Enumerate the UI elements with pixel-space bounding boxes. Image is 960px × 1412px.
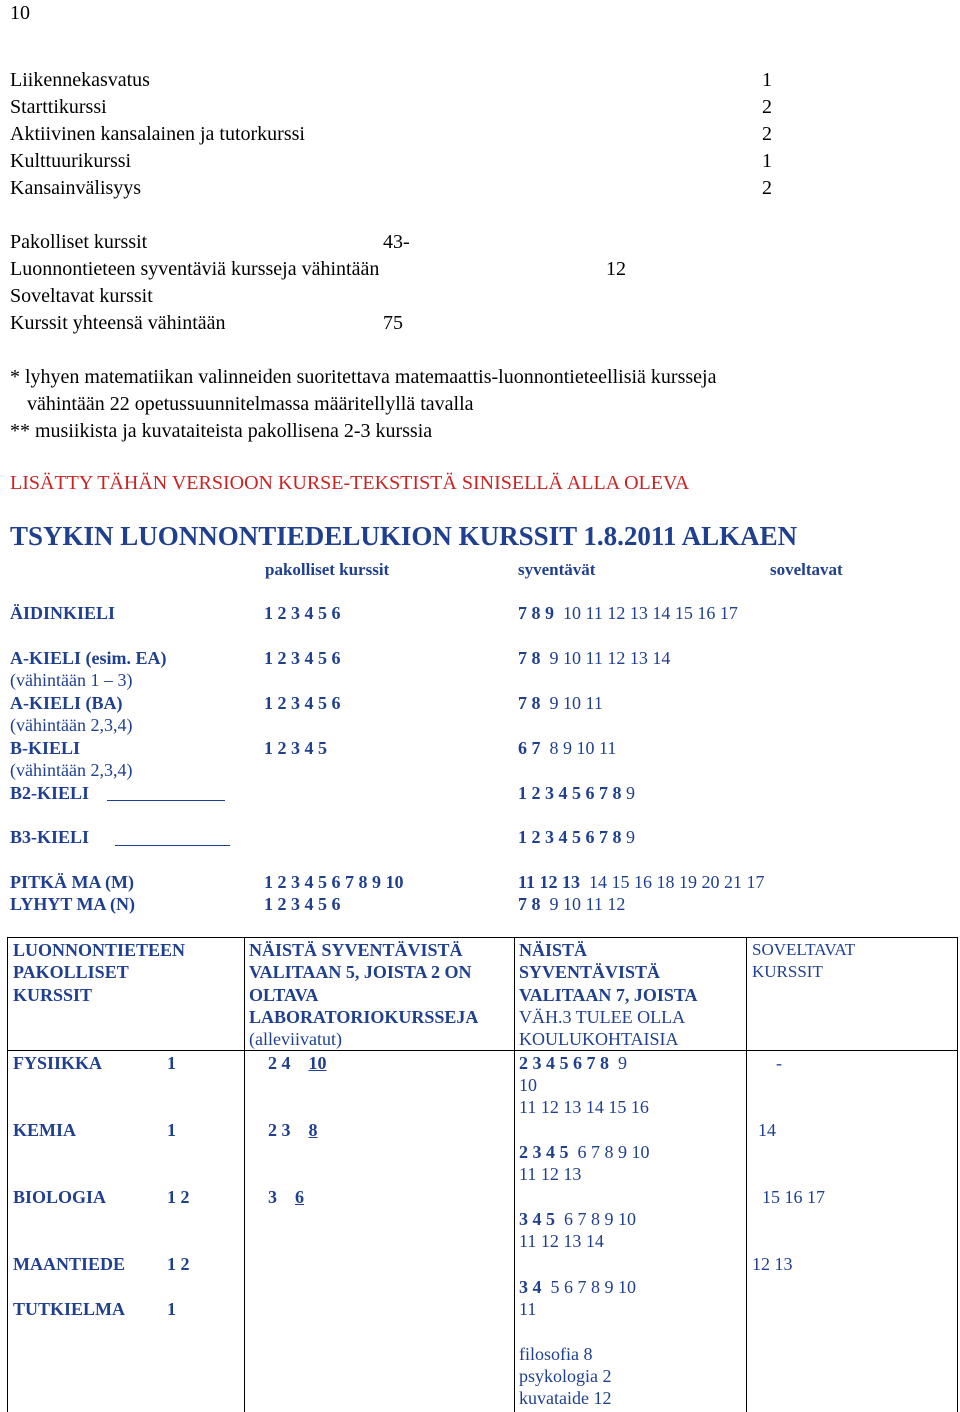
table-header-col3: NÄISTÄ	[519, 940, 588, 960]
deep-courses: 7 8 9 10 11 12 13 14	[518, 648, 671, 668]
subject-note: (vähintään 2,3,4)	[10, 715, 133, 735]
school-courses: 3 4 5 6 7 8 9 10	[519, 1209, 636, 1229]
list-item-label: Starttikurssi	[10, 96, 107, 118]
table-header-col1: LUONNONTIETEEN	[13, 940, 186, 960]
subject-name: KEMIA	[13, 1120, 76, 1140]
mandatory-courses: 1 2 3 4 5 6	[264, 603, 341, 623]
extra-course: filosofia 8	[519, 1344, 593, 1364]
added-note: LISÄTTY TÄHÄN VERSIOON KURSE-TEKSTISTÄ SINISELLÄ ALLA OLEVA	[10, 472, 690, 494]
table-header-col2-note: (alleviivatut)	[249, 1029, 342, 1049]
mandatory-courses: 1 2 3 4 5 6	[264, 894, 341, 914]
subject-name: B2-KIELI	[10, 783, 90, 803]
extra-course: psykologia 2	[519, 1366, 612, 1386]
subject-name: B3-KIELI	[10, 827, 90, 847]
table-header-col1: KURSSIT	[13, 985, 93, 1005]
mandatory-courses: 1	[167, 1120, 176, 1140]
mandatory-courses: 1 2 3 4 5 6 7 8 9 10	[264, 872, 404, 892]
school-courses: 11 12 13	[519, 1164, 582, 1184]
subject-name: MAANTIEDE	[13, 1254, 126, 1274]
summary-label: Soveltavat kurssit	[10, 285, 153, 307]
table-header-col2: OLTAVA	[249, 985, 319, 1005]
list-item-label: Liikennekasvatus	[10, 69, 150, 91]
deep-courses: 7 8 9 10 11	[518, 693, 603, 713]
table-header-col2: NÄISTÄ SYVENTÄVISTÄ	[249, 940, 463, 960]
mandatory-courses: 1 2	[167, 1187, 190, 1207]
deep-courses: 3 6	[268, 1187, 304, 1207]
blank-line	[107, 799, 225, 801]
list-item-label: Kulttuurikurssi	[10, 150, 132, 172]
summary-label: Kurssit yhteensä vähintään	[10, 312, 226, 334]
table-header-col2: LABORATORIOKURSSEJA	[249, 1007, 479, 1027]
mandatory-courses: 1	[167, 1299, 176, 1319]
table-header-col3: VÄH.3 TULEE OLLA	[519, 1007, 686, 1027]
table-header-col3: KOULUKOHTAISIA	[519, 1029, 679, 1049]
mandatory-courses: 1 2 3 4 5 6	[264, 648, 341, 668]
mandatory-courses: 1 2 3 4 5 6	[264, 693, 341, 713]
table-divider	[514, 937, 515, 1412]
table-header-col4: KURSSIT	[752, 962, 823, 981]
subject-name: ÄIDINKIELI	[10, 603, 116, 623]
table-header-col3: VALITAAN 7, JOISTA	[519, 985, 698, 1005]
list-item-label: Aktiivinen kansalainen ja tutorkurssi	[10, 123, 305, 145]
school-courses: 3 4 5 6 7 8 9 10	[519, 1277, 636, 1297]
summary-label: Luonnontieteen syventäviä kursseja vähintään	[10, 258, 380, 280]
list-item-label: Kansainvälisyys	[10, 177, 142, 199]
subject-name: LYHYT MA (N)	[10, 894, 136, 914]
table-border-top	[7, 937, 958, 938]
table-header-col4: SOVELTAVAT	[752, 940, 856, 959]
subject-note: (vähintään 1 – 3)	[10, 670, 133, 690]
mandatory-courses: 1 2	[167, 1254, 190, 1274]
school-courses: 11	[519, 1299, 537, 1319]
table-header-col1: PAKOLLISET	[13, 962, 129, 982]
subject-name: PITKÄ MA (M)	[10, 872, 134, 892]
deep-courses: 1 2 3 4 5 6 7 8 9	[518, 783, 635, 803]
applied-courses: -	[776, 1053, 782, 1073]
school-courses: 11 12 13 14 15 16	[519, 1097, 649, 1117]
applied-courses: 14	[758, 1120, 776, 1140]
subject-name: TUTKIELMA	[13, 1299, 126, 1319]
deep-courses: 7 8 9 10 11 12	[518, 894, 626, 914]
school-courses: 2 3 4 5 6 7 8 9	[519, 1053, 627, 1073]
summary-value: 12	[606, 258, 626, 280]
deep-courses: 2 3 8	[268, 1120, 318, 1140]
table-header-col3: SYVENTÄVISTÄ	[519, 962, 661, 982]
applied-courses: 12 13	[752, 1254, 793, 1274]
table-divider	[746, 937, 747, 1412]
subject-name: A-KIELI (esim. EA)	[10, 648, 167, 668]
subject-name: FYSIIKKA	[13, 1053, 103, 1073]
column-header-deep: syventävät	[518, 560, 596, 579]
list-item-value: 1	[762, 150, 772, 172]
applied-courses: 15 16 17	[762, 1187, 825, 1207]
subject-name: BIOLOGIA	[13, 1187, 107, 1207]
blank-line	[115, 844, 230, 846]
subject-name: B-KIELI	[10, 738, 81, 758]
deep-courses: 1 2 3 4 5 6 7 8 9	[518, 827, 635, 847]
column-header-applied: soveltavat	[770, 560, 843, 579]
subject-name: A-KIELI (BA)	[10, 693, 123, 713]
note-line: vähintään 22 opetussuunnitelmassa määritellyllä tavalla	[27, 393, 474, 415]
school-courses: 10	[519, 1075, 537, 1095]
mandatory-courses: 1 2 3 4 5	[264, 738, 327, 758]
subject-note: (vähintään 2,3,4)	[10, 760, 133, 780]
deep-courses: 7 8 9 10 11 12 13 14 15 16 17	[518, 603, 738, 623]
column-header-mandatory: pakolliset kurssit	[265, 560, 390, 579]
summary-value: 43-	[383, 231, 410, 253]
summary-label: Pakolliset kurssit	[10, 231, 148, 253]
note-line: ** musiikista ja kuvataiteista pakollisena 2-3 kurssia	[10, 420, 433, 442]
deep-courses: 11 12 13 14 15 16 18 19 20 21 17	[518, 872, 765, 892]
table-border-left	[7, 937, 8, 1412]
list-item-value: 2	[762, 123, 772, 145]
school-courses: 2 3 4 5 6 7 8 9 10	[519, 1142, 650, 1162]
school-courses: 11 12 13 14	[519, 1231, 604, 1251]
summary-value: 75	[383, 312, 403, 334]
table-border-right	[957, 937, 958, 1412]
note-line: * lyhyen matematiikan valinneiden suoritettava matemaattis-luonnontieteellisiä kursseja	[10, 366, 717, 388]
table-header-col2: VALITAAN 5, JOISTA 2 ON	[249, 962, 472, 982]
page-number: 10	[10, 2, 30, 24]
table-header-divider	[7, 1050, 958, 1051]
section-title: TSYKIN LUONNONTIEDELUKION KURSSIT 1.8.2011 ALKAEN	[10, 521, 798, 551]
list-item-value: 2	[762, 96, 772, 118]
deep-courses: 6 7 8 9 10 11	[518, 738, 617, 758]
table-divider	[244, 937, 245, 1412]
list-item-value: 1	[762, 69, 772, 91]
deep-courses: 2 4 10	[268, 1053, 327, 1073]
list-item-value: 2	[762, 177, 772, 199]
extra-course: kuvataide 12	[519, 1388, 612, 1408]
mandatory-courses: 1	[167, 1053, 176, 1073]
